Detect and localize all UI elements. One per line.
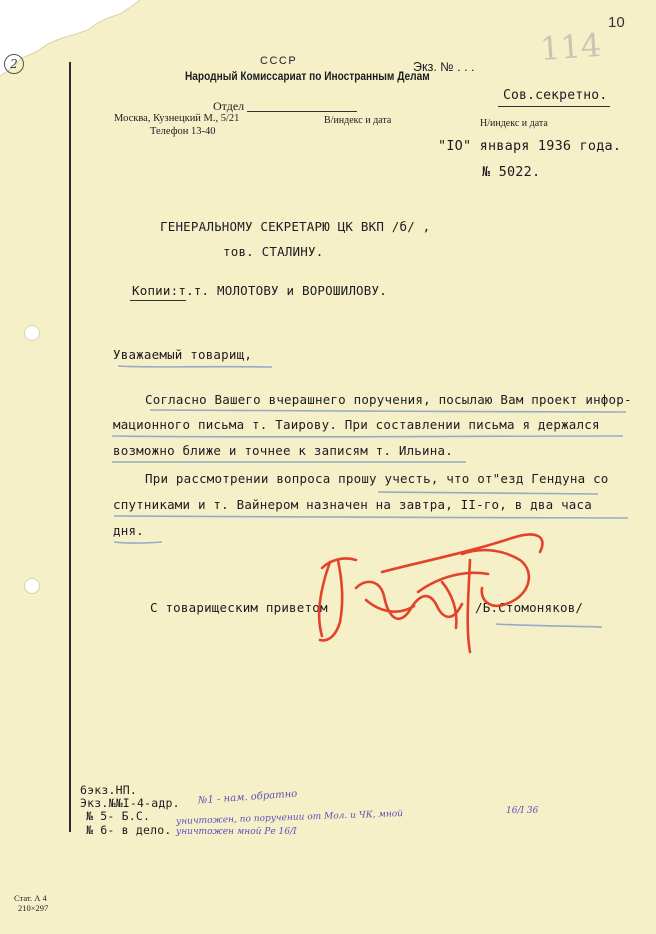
handwritten-note-3: уничтожен мной Ре 16/I: [176, 827, 297, 837]
copy-number: Экз. № . . .: [413, 60, 475, 74]
dist-line-4: № 6- в дело.: [86, 823, 172, 837]
phone: Телефон 13-40: [150, 126, 216, 137]
folio-number: 10: [608, 14, 625, 31]
address: Москва, Кузнецкий М., 5/21: [114, 113, 240, 124]
index-label-1: В/индекс и дата: [324, 115, 392, 126]
body-line-6: дня.: [113, 523, 144, 538]
form-size: 210×297: [18, 903, 49, 913]
dist-line-2: Экз.№№I-4-адр.: [80, 796, 180, 810]
letterhead-ministry: Народный Комиссариат по Иностранным Делам: [185, 71, 430, 83]
index-label-2: Н/индекс и дата: [480, 118, 548, 129]
classification: Сов.секретно.: [503, 88, 608, 103]
body-line-3: возможно ближе и точнее к записям т. Ильина.: [113, 443, 453, 458]
addressee-line2: тов. СТАЛИНУ.: [223, 244, 324, 259]
handwritten-note-2: уничтожен, по поручении от Мол. и ЧК, мной: [175, 809, 404, 827]
pencil-mark: 114: [538, 25, 603, 69]
body-line-4: При рассмотрении вопроса прошу учесть, что от"езд Гендуна со: [145, 471, 609, 486]
handwritten-date: 16/I 36: [506, 806, 539, 816]
body-line-1: Согласно Вашего вчерашнего поручения, посылаю Вам проект инфор-: [145, 392, 632, 407]
document-number: № 5022.: [482, 164, 541, 180]
document-date: "IO" января 1936 года.: [438, 138, 622, 154]
closing: С товарищеским приветом: [150, 600, 328, 615]
copies-line: Копии:т.т. МОЛОТОВУ и ВОРОШИЛОВУ.: [132, 283, 387, 298]
letterhead-country: СССР: [260, 55, 298, 67]
form-code: Стат. А 4: [14, 893, 47, 903]
addressee-line1: ГЕНЕРАЛЬНОМУ СЕКРЕТАРЮ ЦК ВКП /б/ ,: [160, 219, 431, 234]
handwritten-note-1: №1 - нам. обратно: [197, 788, 298, 807]
body-line-5: спутниками и т. Вайнером назначен на завтра, II-го, в два часа: [113, 497, 592, 512]
archive-circle-mark: 2: [4, 54, 24, 74]
salutation: Уважаемый товарищ,: [113, 347, 253, 362]
body-line-2: мационного письма т. Таирову. При составлении письма я держался: [113, 417, 600, 432]
dept-label: Отдел: [213, 99, 245, 113]
dist-line-3: № 5- Б.С.: [86, 809, 151, 823]
signer-name: /Б.Стомоняков/: [475, 600, 584, 615]
dist-line-1: 6экз.НП.: [80, 783, 137, 797]
